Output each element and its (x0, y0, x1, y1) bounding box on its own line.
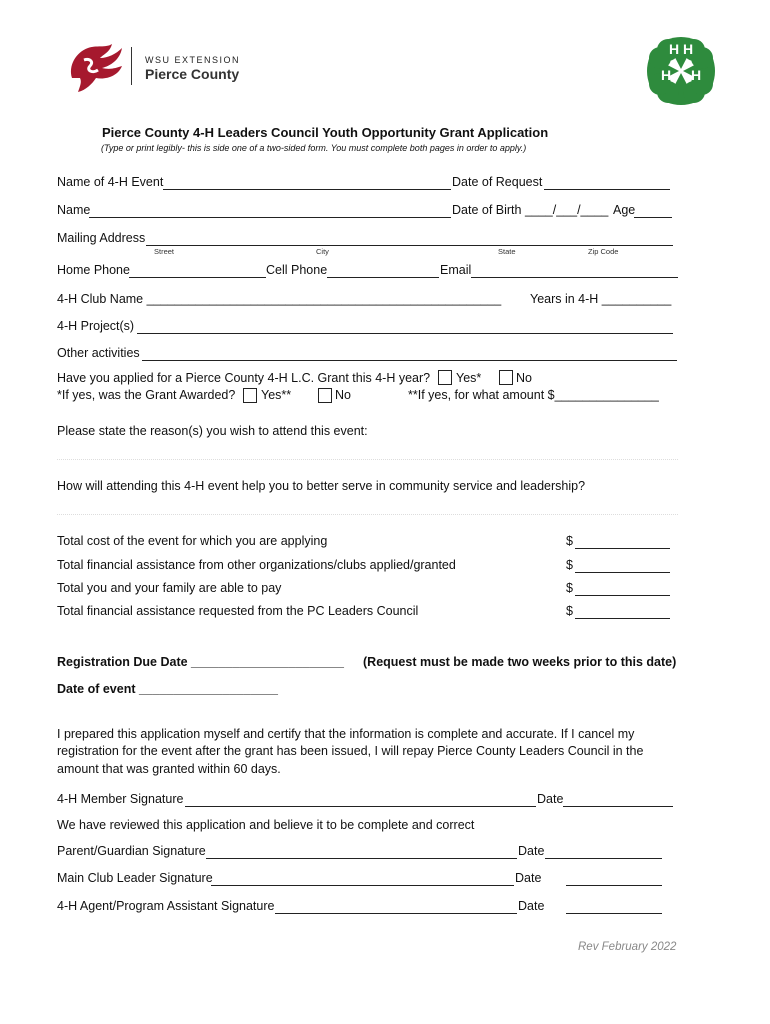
parent-date-field[interactable] (545, 858, 662, 859)
home-phone-label: Home Phone (57, 263, 130, 277)
svg-text:H: H (660, 67, 672, 83)
club-name-label[interactable]: 4-H Club Name ___________________________________________________ (57, 292, 502, 306)
member-signature-label: 4-H Member Signature (57, 792, 184, 806)
service-label: How will attending this 4-H event help you to better serve in community service and leadership? (57, 479, 586, 493)
parent-date-label: Date (518, 844, 545, 858)
leader-date-field[interactable] (566, 885, 662, 886)
leader-signature-label: Main Club Leader Signature (57, 871, 213, 885)
cell-phone-label: Cell Phone (266, 263, 328, 277)
zip-label: Zip Code (588, 247, 619, 256)
certify-line: amount that was granted within 60 days. (57, 762, 281, 776)
leader-signature-field[interactable] (211, 885, 514, 886)
cost-label: Total cost of the event for which you are applying (57, 534, 328, 548)
parent-signature-label: Parent/Guardian Signature (57, 844, 206, 858)
event-name-field[interactable] (163, 189, 451, 190)
awarded-yes-checkbox[interactable] (243, 388, 257, 403)
event-date-label[interactable]: Date of event ____________________ (57, 682, 279, 696)
page-title: Pierce County 4-H Leaders Council Youth Opportunity Grant Application (102, 125, 549, 140)
4h-clover-icon (646, 36, 716, 106)
agent-date-field[interactable] (566, 913, 662, 914)
svg-text:H: H (668, 41, 680, 57)
agent-date-label: Date (518, 899, 545, 913)
agent-signature-field[interactable] (275, 913, 517, 914)
logo-title: Pierce County (145, 66, 240, 82)
reviewed-statement: We have reviewed this application and believe it to be complete and correct (57, 818, 475, 832)
applied-yes-label: Yes* (456, 371, 482, 385)
certify-line: registration for the event after the grant has been issued, I will repay Pierce County Leaders Council in the (57, 744, 644, 758)
family-pay-dollar: $ (566, 581, 573, 595)
reasons-label: Please state the reason(s) you wish to attend this event: (57, 424, 368, 438)
awarded-yes-label: Yes** (261, 388, 292, 402)
dob-label[interactable]: Date of Birth ____/___/____ (452, 203, 609, 217)
service-field[interactable] (57, 514, 678, 515)
date-request-field[interactable] (544, 189, 670, 190)
home-phone-field[interactable] (129, 277, 266, 278)
email-field[interactable] (471, 277, 678, 278)
email-label: Email (440, 263, 472, 277)
awarded-no-label: No (335, 388, 351, 402)
applied-yes-checkbox[interactable] (438, 370, 452, 385)
wsu-logo-icon (66, 38, 128, 96)
other-assistance-label: Total financial assistance from other organizations/clubs applied/granted (57, 558, 456, 572)
cost-field[interactable] (575, 548, 670, 549)
requested-dollar: $ (566, 604, 573, 618)
date-request-label: Date of Request (452, 175, 543, 189)
other-activities-label: Other activities (57, 346, 140, 360)
other-activities-field[interactable] (142, 360, 677, 361)
applied-question: Have you applied for a Pierce County 4-H L.C. Grant this 4-H year? (57, 371, 431, 385)
svg-text:H: H (690, 67, 702, 83)
years-label[interactable]: Years in 4-H __________ (530, 292, 672, 306)
amount-label[interactable]: **If yes, for what amount $_______________ (408, 388, 659, 402)
cell-phone-field[interactable] (327, 277, 439, 278)
applied-no-label: No (516, 371, 532, 385)
state-label: State (498, 247, 516, 256)
other-assistance-field[interactable] (575, 572, 670, 573)
family-pay-label: Total you and your family are able to pay (57, 581, 282, 595)
mailing-label: Mailing Address (57, 231, 146, 245)
registration-due-label[interactable]: Registration Due Date ______________________ (57, 655, 344, 669)
member-date-label: Date (537, 792, 564, 806)
mailing-field[interactable] (146, 245, 673, 246)
agent-signature-label: 4-H Agent/Program Assistant Signature (57, 899, 275, 913)
awarded-question: *If yes, was the Grant Awarded? (57, 388, 236, 402)
cost-dollar: $ (566, 534, 573, 548)
other-assistance-dollar: $ (566, 558, 573, 572)
name-field[interactable] (89, 217, 451, 218)
logo-subtitle: WSU EXTENSION (145, 55, 241, 65)
requested-field[interactable] (575, 618, 670, 619)
age-label: Age (613, 203, 636, 217)
revision-footer: Rev February 2022 (578, 941, 677, 953)
city-label: City (316, 247, 329, 256)
registration-note: (Request must be made two weeks prior to this date) (363, 655, 677, 669)
reasons-field[interactable] (57, 459, 678, 460)
awarded-no-checkbox[interactable] (318, 388, 332, 403)
family-pay-field[interactable] (575, 595, 670, 596)
street-label: Street (154, 247, 175, 256)
event-name-label: Name of 4-H Event (57, 175, 164, 189)
member-date-field[interactable] (563, 806, 673, 807)
applied-no-checkbox[interactable] (499, 370, 513, 385)
page-subtitle: (Type or print legibly- this is side one of a two-sided form. You must complete both pages in order to apply.) (101, 143, 527, 153)
svg-text:H: H (682, 41, 694, 57)
age-field[interactable] (634, 217, 672, 218)
certify-line: I prepared this application myself and certify that the information is complete and accurate. If I cancel my (57, 727, 635, 741)
parent-signature-field[interactable] (206, 858, 517, 859)
member-signature-field[interactable] (185, 806, 536, 807)
leader-date-label: Date (515, 871, 542, 885)
requested-label: Total financial assistance requested from the PC Leaders Council (57, 604, 419, 618)
projects-field[interactable] (137, 333, 673, 334)
name-label: Name (57, 203, 91, 217)
projects-label: 4-H Project(s) (57, 319, 135, 333)
